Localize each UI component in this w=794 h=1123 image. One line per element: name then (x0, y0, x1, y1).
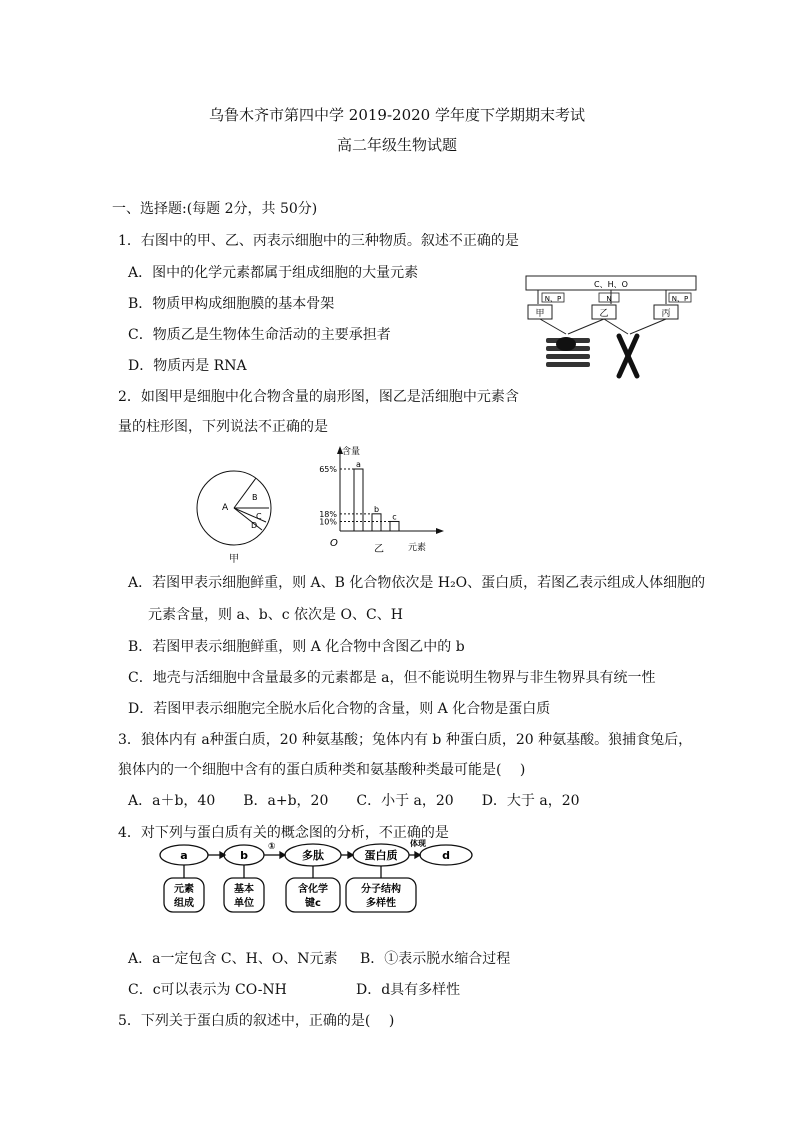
cm-node-d: d (442, 849, 450, 862)
q2-option-b: B．若图甲表示细胞鲜重，则 A 化合物中含图乙中的 b (128, 639, 465, 655)
page-subtitle: 高二年级生物试题 (336, 136, 457, 154)
q2-bar-chart (310, 444, 450, 556)
cm-sub-diversity-2: 多样性 (366, 898, 396, 909)
q1-fig-box-yi: 乙 (599, 309, 609, 319)
q1-fig-top-label: C、H、O (594, 280, 628, 289)
question-4-stem: 4．对下列与蛋白质有关的概念图的分析，不正确的是 (118, 825, 449, 841)
y-tick-1: 18% (319, 509, 337, 519)
bar-label-b: b (373, 504, 380, 514)
pie-caption: 甲 (229, 554, 239, 565)
q1-option-b: B．物质甲构成细胞膜的基本骨架 (128, 296, 335, 312)
cm-sub-diversity-1: 分子结构 (361, 884, 401, 895)
q1-option-c: C．物质乙是生物体生命活动的主要承担者 (128, 327, 391, 343)
chart-ylabel: 含量 (342, 447, 361, 457)
bar-label-c: c (392, 512, 397, 522)
cm-sub-unit-1: 基本 (234, 884, 254, 895)
pie-label-a: A (222, 503, 229, 513)
question-2-stem-line1: 2．如图甲是细胞中化合物含量的扇形图，图乙是活细胞中元素含 (118, 389, 519, 405)
question-5-stem: 5．下列关于蛋白质的叙述中，正确的是( ) (118, 1013, 395, 1029)
q4-concept-map (158, 836, 478, 916)
question-3-stem-line2: 狼体内的一个细胞中含有的蛋白质种类和氨基酸种类最可能是( ) (118, 762, 526, 778)
q2-option-a: A．若图甲表示细胞鲜重，则 A、B 化合物依次是 H₂O、蛋白质，若图乙表示组成人体细胞的 (128, 575, 706, 591)
q4-option-a: A．a一定包含 C、H、O、N元素 (128, 951, 338, 967)
q2-pie-figure (196, 470, 276, 570)
y-tick-2: 10% (319, 517, 337, 527)
bar-c (390, 521, 399, 531)
q2-option-a-cont: 元素含量，则 a、b、c 依次是 O、C、H (148, 607, 403, 623)
cm-sub-bond-2: 键c (305, 898, 321, 909)
membrane-icon (546, 337, 590, 367)
bar-b (372, 514, 381, 531)
chromosome-icon (619, 336, 637, 376)
q1-figure (516, 272, 700, 384)
q1-fig-right-add: N、P (671, 295, 689, 303)
cm-sub-unit-2: 单位 (234, 898, 254, 909)
y-tick-0: 65% (319, 465, 337, 474)
q1-fig-mid-add: N (606, 295, 612, 303)
cm-node-polypeptide: 多肽 (302, 849, 324, 862)
cm-sub-element-1: 元素 (174, 884, 194, 895)
question-2-stem-line2: 量的柱形图，下列说法不正确的是 (118, 419, 328, 435)
q2-option-c: C．地壳与活细胞中含量最多的元素都是 a，但不能说明生物界与非生物界具有统一性 (128, 670, 656, 686)
q3-options: A．a＋b，40 B．a+b，20 C．小于 a，20 D．大于 a，20 (128, 793, 580, 809)
cm-arrow-embody: 体现 (410, 839, 426, 848)
section-heading: 一、选择题:(每题 2分，共 50分) (112, 201, 318, 217)
q1-fig-box-bing: 丙 (661, 309, 671, 319)
bar-label-a: a (356, 460, 361, 469)
q4-option-d: D．d具有多样性 (356, 982, 461, 998)
cm-node-b: b (240, 849, 248, 862)
q1-option-d: D．物质丙是 RNA (128, 358, 247, 374)
pie-label-c: C (256, 512, 262, 521)
q1-fig-box-jia: 甲 (535, 309, 545, 319)
q1-option-a: A．图中的化学元素都属于组成细胞的大量元素 (128, 265, 419, 281)
cm-node-a: a (180, 849, 188, 862)
cm-sub-element-2: 组成 (174, 898, 194, 909)
q2-option-d: D．若图甲表示细胞完全脱水后化合物的含量，则 A 化合物是蛋白质 (128, 701, 551, 717)
pie-label-b: B (252, 493, 258, 502)
cm-arrow-1: ① (268, 842, 276, 852)
pie-label-d: D (251, 521, 258, 530)
chart-caption: 乙 (374, 544, 384, 555)
chart-origin: O (330, 538, 338, 549)
q1-fig-left-add: N、P (544, 295, 562, 303)
page-title: 乌鲁木齐市第四中学 2019-2020 学年度下学期期末考试 (209, 106, 585, 124)
q4-option-b: B．①表示脱水缩合过程 (360, 951, 511, 967)
q4-option-c: C．c可以表示为 CO-NH (128, 982, 287, 998)
question-3-stem-line1: 3．狼体内有 a种蛋白质，20 种氨基酸；兔体内有 b 种蛋白质，20 种氨基酸。狼捕食兔后， (118, 732, 693, 748)
question-1-stem: 1．右图中的甲、乙、丙表示细胞中的三种物质。叙述不正确的是 (118, 233, 519, 249)
cm-sub-bond-1: 含化学 (298, 884, 328, 895)
chart-xlabel: 元素 (408, 543, 427, 553)
cm-node-protein: 蛋白质 (364, 849, 398, 862)
